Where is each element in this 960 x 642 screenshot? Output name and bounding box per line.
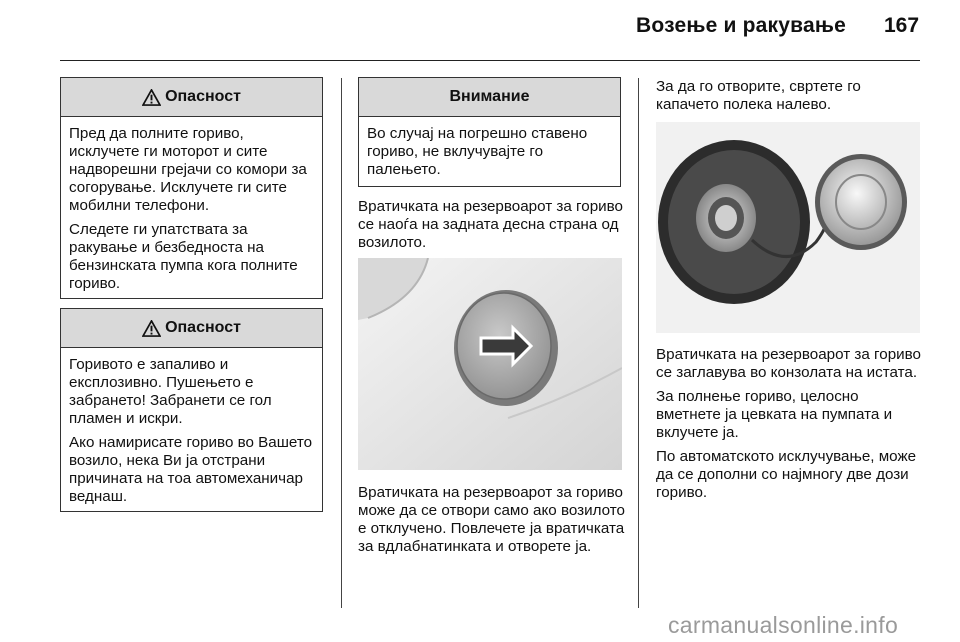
fuel-door-location-text — [358, 198, 624, 258]
danger-box-header — [61, 78, 322, 117]
body-paragraph: Вратичката на резервоарот за гориво може да се отвори само ако возилото е отклучено. Повлечете ја вратичката за вдлабнатинката и отворете ја. — [358, 484, 625, 555]
danger-box-header — [61, 309, 322, 348]
caution-box-title: Внимание — [449, 88, 530, 105]
fuel-cap-image — [656, 122, 920, 333]
danger-box-title: Опасност — [165, 319, 241, 336]
warning-triangle-icon — [142, 320, 161, 337]
fuel-door-image — [358, 258, 622, 470]
danger-paragraph: Следете ги упатствата за ракување и безбедноста на бензинската пумпа кога полните гориво. — [69, 221, 298, 292]
body-paragraph: По автоматското исклучување, може да се дополни со најмногу две дози гориво. — [656, 448, 917, 501]
body-paragraph: За полнење гориво, целосно вметнете ја цевката на пумпата и вклучете ја. — [656, 388, 893, 441]
danger-box-fuel-safety — [60, 77, 323, 299]
fuel-cap-open-text — [656, 78, 920, 120]
header-rule — [60, 60, 920, 61]
fuel-door-illustration — [358, 258, 622, 470]
page-number: 167 — [884, 14, 920, 37]
body-paragraph: За да го отворите, свртете го капачето полека налево. — [656, 78, 861, 113]
caution-box-header — [359, 78, 620, 117]
column-divider-left — [341, 78, 342, 608]
body-paragraph: Вратичката на резервоарот за гориво се наоѓа на задната десна страна од возилото. — [358, 198, 623, 251]
danger-box-fuel-flammable — [60, 308, 323, 512]
danger-paragraph: Горивото е запаливо и експлозивно. Пушењето е забрането! Забранети се гол пламен и искри. — [69, 356, 272, 427]
danger-paragraph: Пред да полните гориво, исклучете ги моторот и сите надворешни грејачи со комори за согорување. Исклучете ги сите мобилни телефони. — [69, 125, 307, 214]
caution-paragraph: Во случај на погрешно ставено гориво, не вклучувајте го палењето. — [367, 125, 588, 178]
column-divider-right — [638, 78, 639, 608]
caution-box — [358, 77, 621, 187]
danger-paragraph: Ако намирисате гориво во Вашето возило, нека Ви ја отстрани причината на тоа автомеханичар веднаш. — [69, 434, 313, 505]
page-header-title: Возење и ракување — [636, 14, 846, 37]
body-paragraph: Вратичката на резервоарот за гориво се заглавува во конзолата на истата. — [656, 346, 921, 381]
fuel-cap-illustration — [656, 122, 920, 333]
fuel-door-open-text — [358, 484, 628, 562]
fuel-cap-instructions — [656, 346, 922, 508]
warning-triangle-icon — [142, 89, 161, 106]
danger-box-title: Опасност — [165, 88, 241, 105]
watermark: carmanualsonline.info — [668, 612, 899, 638]
